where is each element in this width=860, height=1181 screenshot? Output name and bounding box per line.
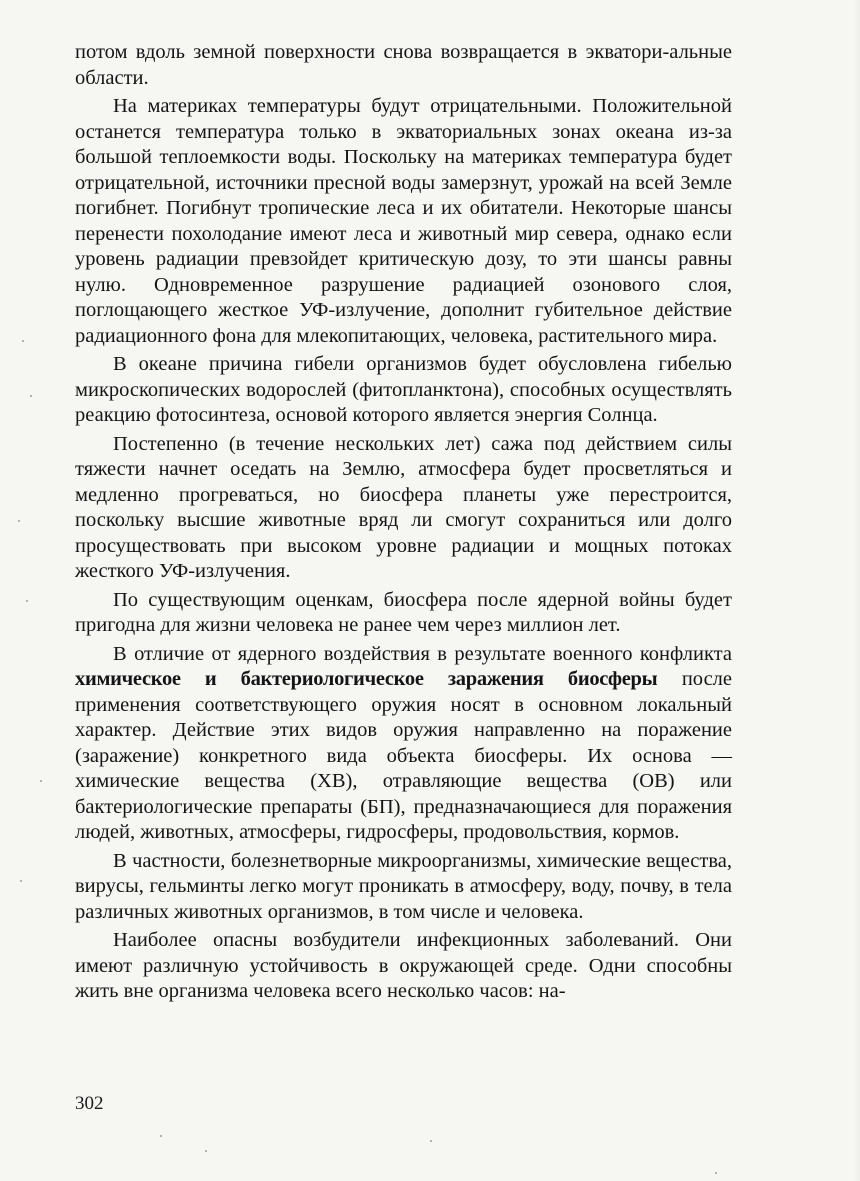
paragraph-chemical-bacteriological — [75, 642, 732, 846]
paragraph-estimates: По существующим оценкам, биосфера после ядерной войны будет пригодна для жизни человека не ранее чем через миллион лет. — [75, 588, 732, 636]
page-number: 302 — [75, 1093, 104, 1114]
scan-speck — [30, 395, 32, 397]
scan-speck — [26, 600, 28, 602]
paragraph-microorganisms: В частности, болезнетворные микроорганизмы, химические вещества, вирусы, гельминты легко могут проникать в атмосферу, воду, почву, в тела различных животных организмов, в том числе и человека. — [75, 849, 732, 923]
paragraph-soot: Постепенно (в течение нескольких лет) сажа под действием силы тяжести начнет оседать на Землю, атмосфера будет просветляться и медленно прогреваться, но биосфера планеты уже перестроится, поскольку высшие животные вряд ли смогут сохраниться или долго просуществовать при высоком уровне радиации и мощных потоках жесткого УФ-излучения. — [75, 432, 732, 582]
scan-speck — [430, 1140, 432, 1142]
scan-speck — [40, 780, 42, 782]
scan-speck — [715, 1172, 717, 1174]
scan-speck — [205, 1150, 207, 1152]
bold-term: химическое и бактериологическое заражения биосферы — [75, 668, 658, 690]
paragraph-continuation: потом вдоль земной поверхности снова возвращается в экватори-альные области. — [75, 41, 732, 89]
book-page — [75, 40, 732, 1008]
scan-edge-shadow — [854, 0, 860, 1181]
paragraph-text-before-bold: В отличие от ядерного воздействия в результате военного конфликта — [113, 642, 732, 665]
paragraph-pathogens: Наиболее опасны возбудители инфекционных заболеваний. Они имеют различную устойчивость в окружающей среде. Одни способны жить вне организма человека всего несколько часов: на- — [75, 929, 732, 1002]
scan-speck — [160, 1135, 162, 1137]
scan-speck — [20, 880, 22, 882]
scan-speck — [22, 340, 24, 342]
paragraph-text-after-bold: после применения соответствующего оружия носят в основном локальный характер. Действие этих видов оружия направленно на поражение (заражение) конкретного вида объекта биосферы. Их основа — химические вещества (ХВ), отравляющие вещества (ОВ) или бактериологические препараты (БП), предназначающиеся для поражения людей, животных, атмосферы, гидросферы, продовольствия, кормов. — [75, 668, 732, 843]
paragraph-ocean: В океане причина гибели организмов будет обусловлена гибелью микроскопических водорослей (фитопланктона), способных осуществлять реакцию фотосинтеза, основой которого является энергия Солнца. — [75, 353, 732, 426]
paragraph-continents-temperature: На материках температуры будут отрицательными. Положительной останется температура только в экваториальных зонах океана из-за большой теплоемкости воды. Поскольку на материках температура будет отрицательной, источники пресной воды замерзнут, урожай на всей Земле погибнет. Погибнут тропические леса и их обитатели. Некоторые шансы перенести похолодание имеют леса и животный мир севера, однако если уровень радиации превзойдет критическую дозу, то эти шансы равны нулю. Одновременное разрушение радиацией озонового слоя, поглощающего жесткое УФ-излучение, дополнит губительное действие радиационного фона для млекопитающих, человека, растительного мира. — [75, 95, 732, 347]
scan-speck — [18, 520, 20, 522]
